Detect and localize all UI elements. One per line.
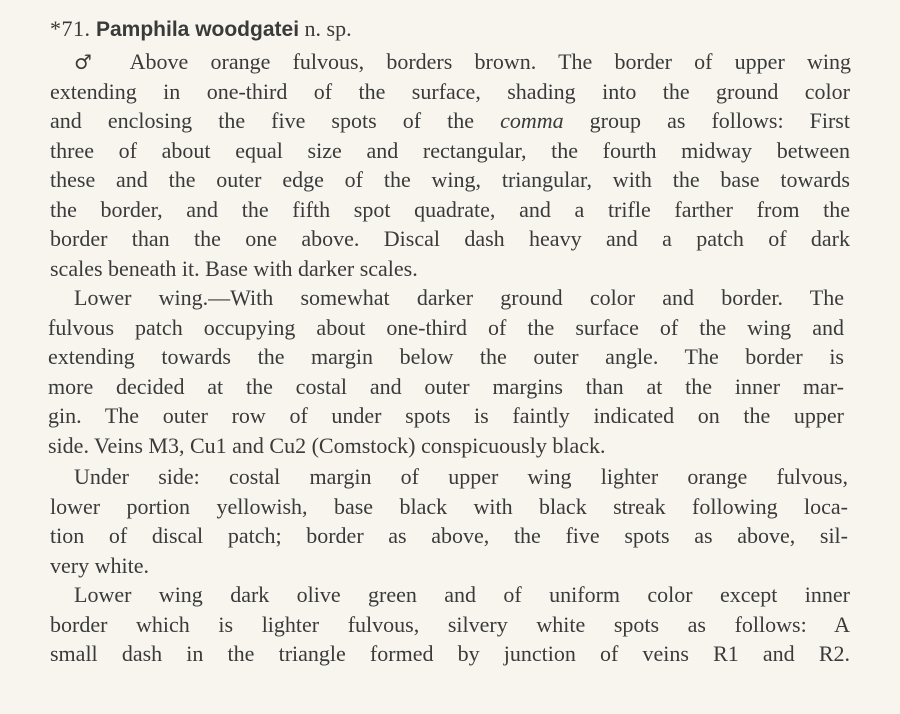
text-line: extending towards the margin below the outer angle. The border is — [48, 344, 844, 369]
text-line: lower portion yellowish, base black with black streak following loca- — [50, 493, 848, 519]
text-line: more decided at the costal and outer margins than at the inner mar- — [48, 373, 844, 399]
text-line: fulvous patch occupying about one-third of the surface of the wing and — [48, 314, 844, 340]
male-symbol: ♂ — [74, 50, 109, 74]
text-line: side. Veins M3, Cu1 and Cu2 (Comstock) conspicuously black. — [48, 432, 606, 458]
text-line: the border, and the fifth spot quadrate, and a trifle farther from the — [50, 196, 850, 222]
text-line: Under side: costal margin of upper wing lighter orange fulvous, — [74, 464, 848, 489]
text-line: three of about equal size and rectangular, the fourth midway between — [50, 137, 850, 163]
text-line-content: Above orange fulvous, borders brown. The border of upper wing — [108, 49, 851, 74]
text-line: very white. — [50, 552, 149, 578]
text-line: Lower wing.—With somewhat darker ground color and border. The — [74, 285, 844, 310]
text-line: small dash in the triangle formed by junction of veins R1 and R2. — [50, 641, 850, 666]
text-line: gin. The outer row of under spots is faintly indicated on the upper — [48, 403, 844, 428]
species-name: Pamphila woodgatei — [96, 18, 300, 41]
species-suffix: n. sp. — [304, 16, 352, 41]
text-line: Lower wing dark olive green and of uniform color except inner — [74, 582, 850, 607]
text-line: and enclosing the five spots of the comma group as follows: First — [50, 108, 850, 133]
text-line: scales beneath it. Base with darker scales. — [50, 255, 418, 281]
species-number: *71. — [50, 16, 91, 41]
text-line: tion of discal patch; border as above, the five spots as above, sil- — [50, 523, 848, 548]
text-line: border which is lighter fulvous, silvery white spots as follows: A — [50, 611, 850, 637]
text-line: border than the one above. Discal dash heavy and a patch of dark — [50, 226, 850, 251]
text-line: these and the outer edge of the wing, triangular, with the base towards — [50, 167, 850, 192]
text-line: extending in one-third of the surface, shading into the ground color — [50, 78, 850, 104]
italic-term: comma — [500, 108, 564, 133]
species-heading — [50, 14, 352, 45]
text-line — [74, 47, 851, 77]
